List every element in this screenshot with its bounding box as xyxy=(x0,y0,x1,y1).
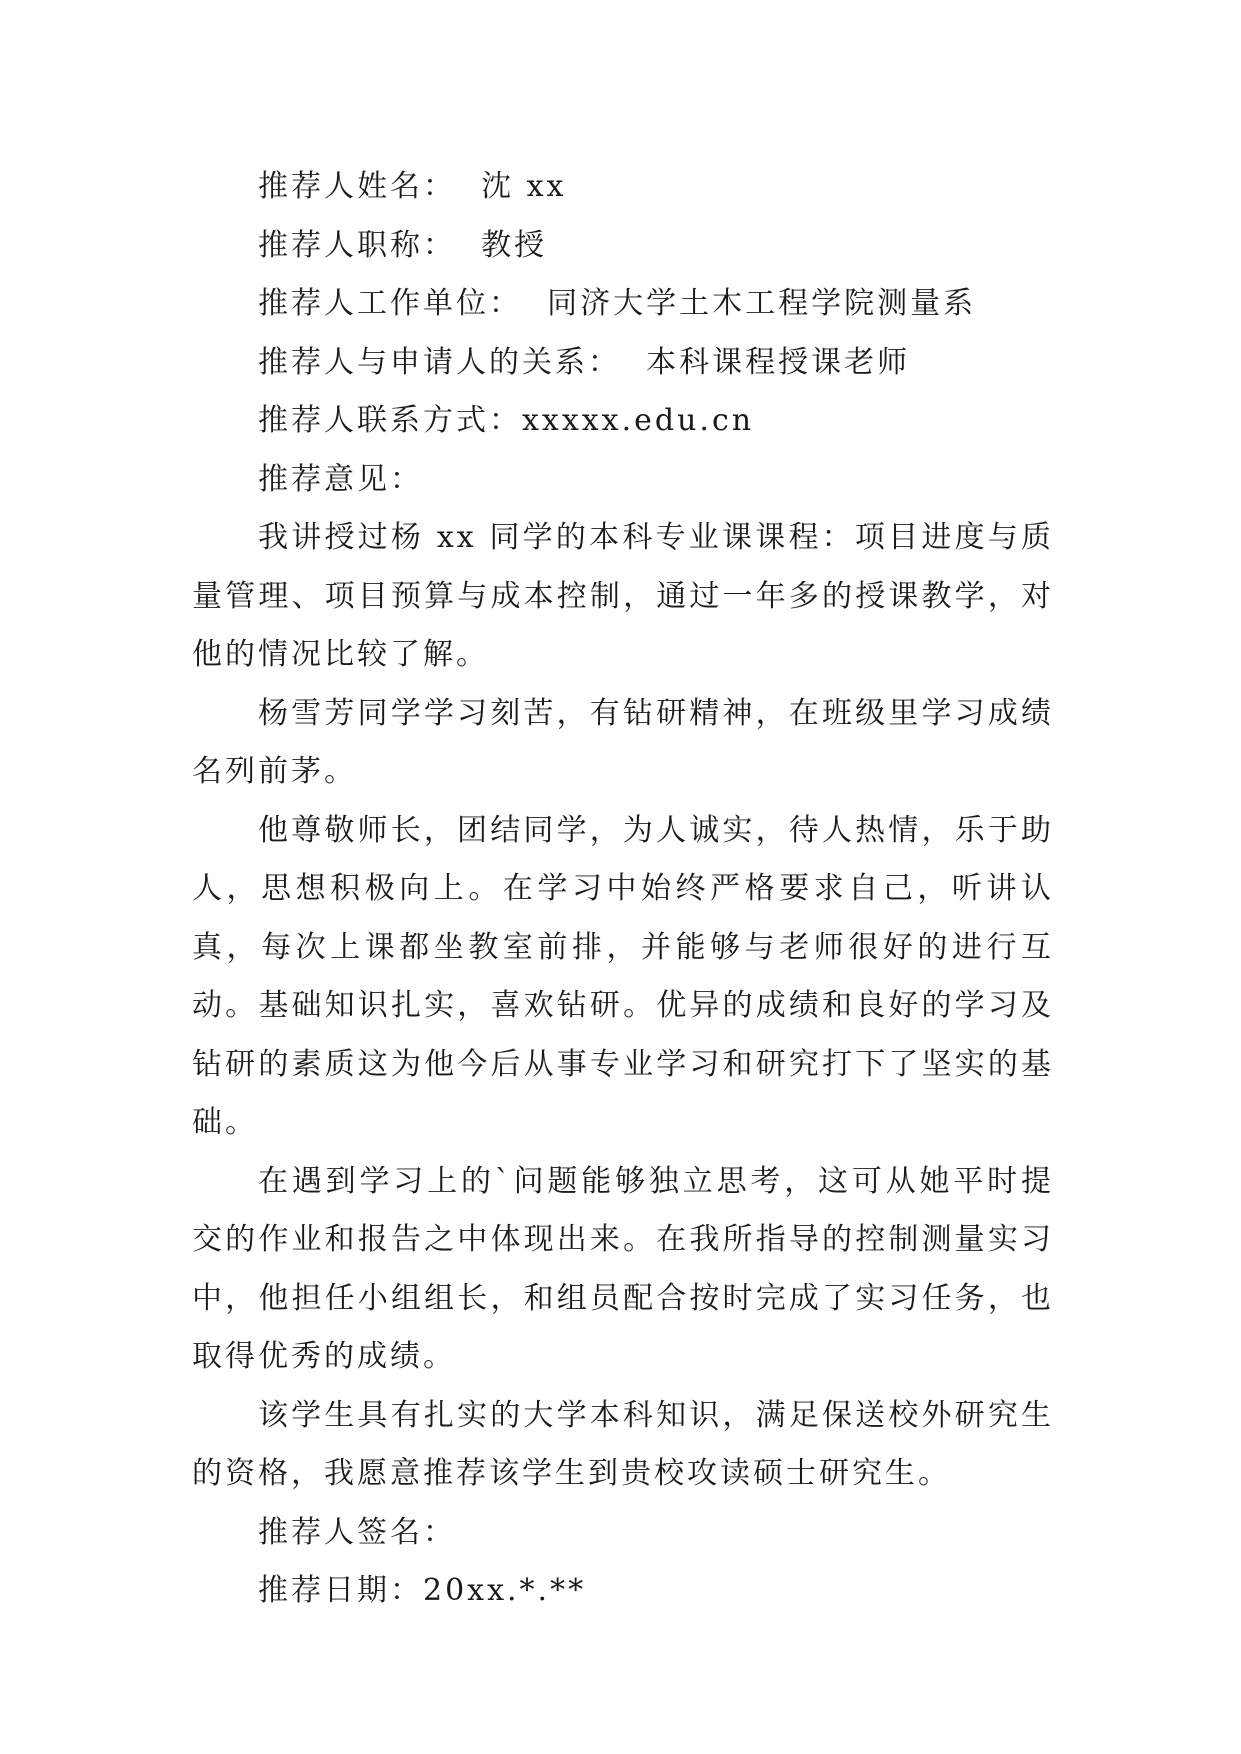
recommender-name-label: 推荐人姓名： xyxy=(258,169,456,204)
recommender-title-line xyxy=(192,217,1054,276)
recommender-name-line xyxy=(192,158,1054,217)
recommender-workplace-label: 推荐人工作单位： xyxy=(258,286,522,321)
date-label: 推荐日期： xyxy=(258,1573,423,1608)
recommender-relation-label: 推荐人与申请人的关系： xyxy=(258,344,621,380)
opinion-paragraph-1: 我讲授过杨 xx 同学的本科专业课课程：项目进度与质量管理、项目预算与成本控制，通过一年多的授课教学，对他的情况比较了解。 xyxy=(192,520,1054,672)
recommender-contact-line xyxy=(192,392,1054,451)
opinion-paragraph-5: 该学生具有扎实的大学本科知识，满足保送校外研究生的资格，我愿意推荐该学生到贵校攻读硕士研究生。 xyxy=(192,1397,1054,1491)
recommender-title-value: 教授 xyxy=(481,227,548,263)
date-value: 20xx.*.** xyxy=(423,1573,587,1608)
date-line xyxy=(192,1562,1054,1621)
opinion-paragraph-4: 在遇到学习上的`问题能够独立思考，这可从她平时提交的作业和报告之中体现出来。在我所指导的控制测量实习中，他担任小组组长，和组员配合按时完成了实习任务，也取得优秀的成绩。 xyxy=(192,1163,1054,1374)
recommender-relation-value: 本科课程授课老师 xyxy=(646,344,911,380)
signature-line xyxy=(192,1504,1054,1563)
opinion-paragraph-3: 他尊敬师长，团结同学，为人诚实，待人热情，乐于助人，思想积极向上。在学习中始终严格要求自己，听讲认真，每次上课都坐教室前排，并能够与老师很好的进行互动。基础知识扎实，喜欢钻研。优异的成绩和良好的学习及钻研的素质这为他今后从事专业学习和研究打下了坚实的基础。 xyxy=(192,812,1054,1140)
opinion-heading: 推荐意见： xyxy=(258,461,423,497)
opinion-paragraph-2: 杨雪芳同学学习刻苦，有钻研精神，在班级里学习成绩名列前茅。 xyxy=(192,695,1054,789)
recommender-workplace-line xyxy=(192,275,1054,334)
recommender-title-label: 推荐人职称： xyxy=(258,227,456,263)
recommender-workplace-value: 同济大学土木工程学院测量系 xyxy=(547,286,977,321)
recommendation-letter xyxy=(192,158,1054,1621)
signature-label: 推荐人签名： xyxy=(258,1514,456,1550)
recommender-contact-value: xxxxx.edu.cn xyxy=(522,403,755,438)
recommender-contact-label: 推荐人联系方式： xyxy=(258,403,522,438)
recommender-name-value: 沈 xx xyxy=(481,169,567,204)
recommender-relation-line xyxy=(192,334,1054,393)
